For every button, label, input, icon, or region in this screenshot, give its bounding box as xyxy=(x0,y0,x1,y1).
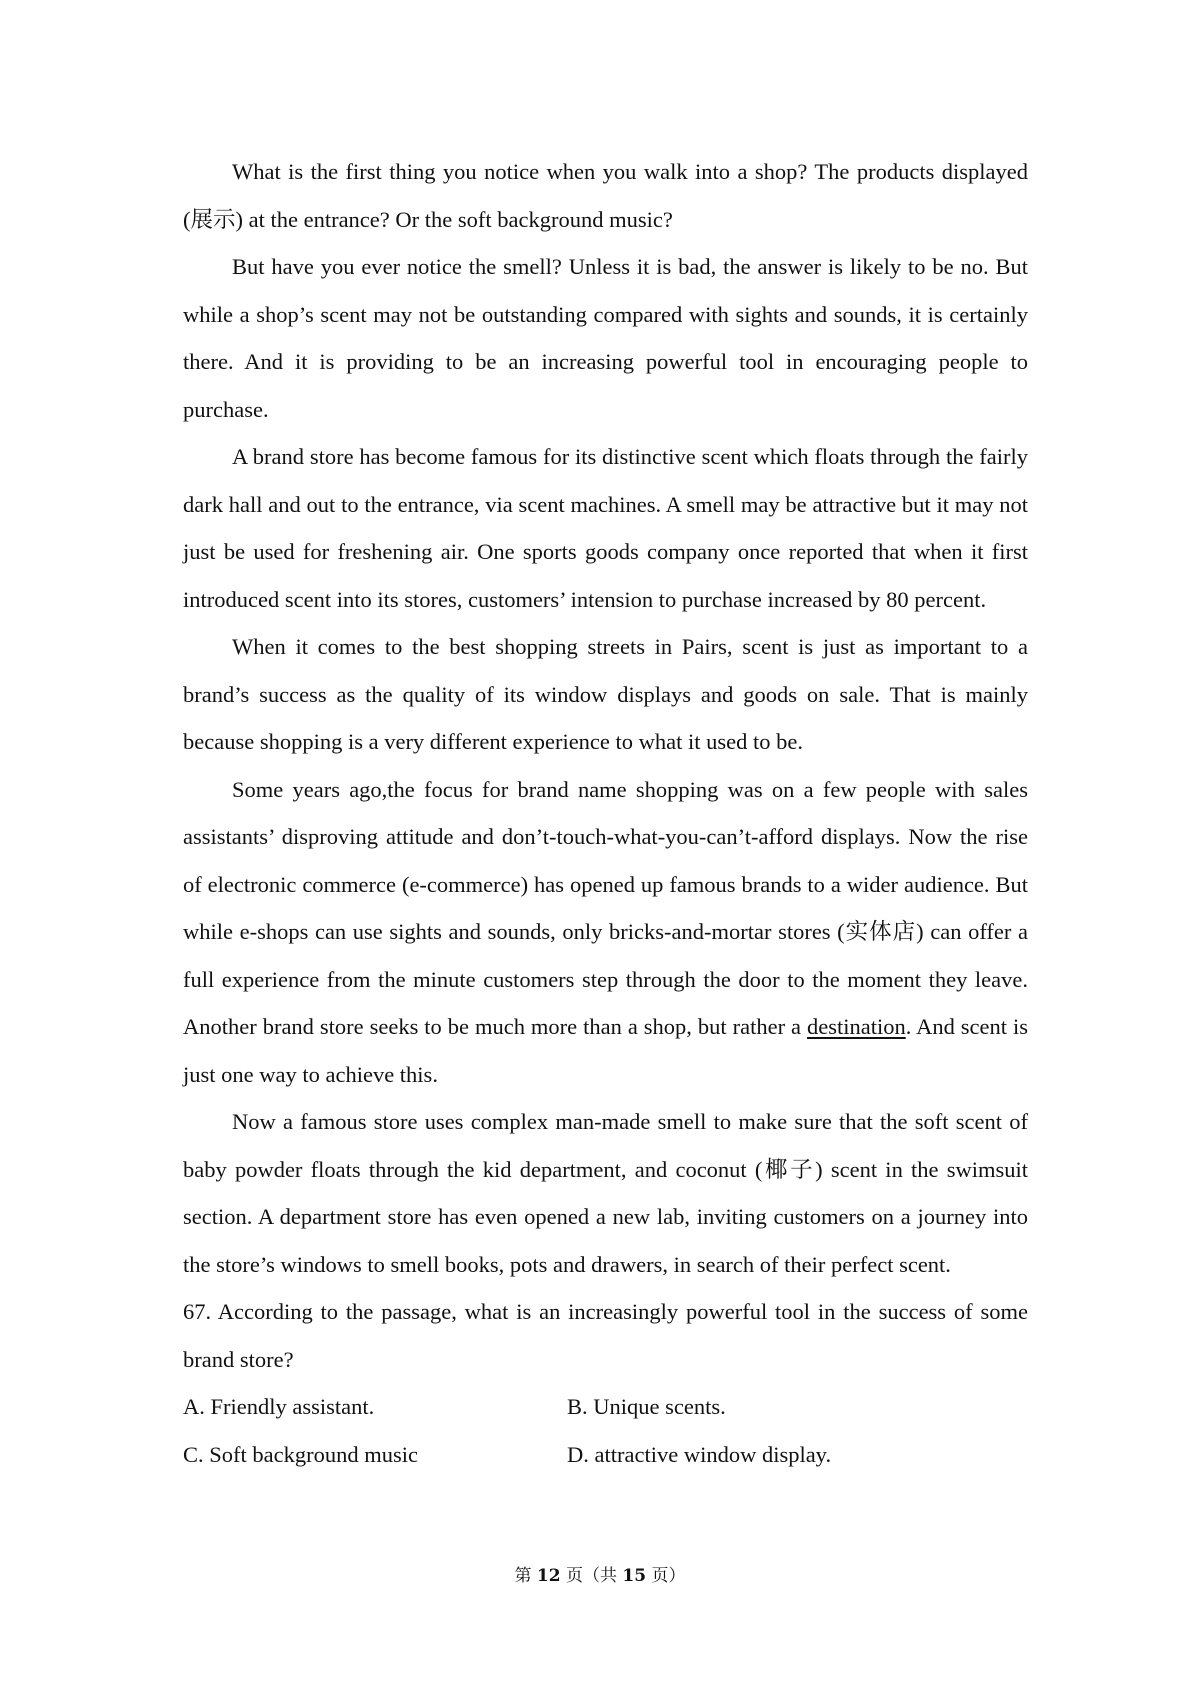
passage-paragraph-6: Now a famous store uses complex man-made smell to make sure that the soft scent of baby powder floats through the kid department, and coconut (椰子) scent in the swimsuit section. A department store has even opened a new lab, inviting customers on a journey into the store’s windows to smell books, pots and drawers, in search of their perfect scent. xyxy=(183,1109,1028,1277)
paragraph-5-text-after: . And scent is just one way to achieve this. xyxy=(183,1014,1028,1087)
question-67-stem: 67. According to the passage, what is an increasingly powerful tool in the success of some brand store? xyxy=(183,1299,1028,1372)
footer-suffix: 页） xyxy=(646,1566,686,1586)
total-page-count: 15 xyxy=(622,1566,647,1586)
option-b: B. Unique scents. xyxy=(567,1394,726,1419)
passage-paragraph-1: What is the first thing you notice when you walk into a shop? The products displayed (展示) at the entrance? Or the soft background music? xyxy=(183,159,1028,232)
option-c: C. Soft background music xyxy=(183,1441,418,1467)
option-a: A. Friendly assistant. xyxy=(183,1394,375,1419)
passage-paragraph-2: But have you ever notice the smell? Unless it is bad, the answer is likely to be no. But while a shop’s scent may not be outstanding compared with sights and sounds, it is certainly there. And it is providing to be an increasing powerful tool in encouraging people to purchase. xyxy=(183,254,1028,422)
options-row-2 xyxy=(183,1431,1028,1479)
current-page-number: 12 xyxy=(536,1566,561,1586)
footer-prefix: 第 xyxy=(514,1566,537,1586)
option-d: D. attractive window display. xyxy=(567,1441,832,1467)
passage-paragraph-3: A brand store has become famous for its distinctive scent which floats through the fairly dark hall and out to the entrance, via scent machines. A smell may be attractive but it may not just be used for freshening air. One sports goods company once reported that when it first introduced scent into its stores, customers’ intension to purchase increased by 80 percent. xyxy=(183,444,1028,612)
passage-paragraph-4: When it comes to the best shopping streets in Pairs, scent is just as important to a brand’s success as the quality of its window displays and goods on sale. That is mainly because shopping is a very different experience to what it used to be. xyxy=(183,634,1028,754)
underlined-word-destination: destination xyxy=(806,1014,906,1039)
options-row-1 xyxy=(183,1383,1028,1431)
page-footer xyxy=(0,1564,1200,1588)
footer-middle: 页（共 xyxy=(560,1566,623,1586)
passage-paragraph-5 xyxy=(183,766,1028,1099)
reading-passage xyxy=(183,148,1028,1478)
paragraph-5-text-before: Some years ago,the focus for brand name shopping was on a few people with sales assistants’ disproving attitude and don’t-touch-what-you-can’t-afford displays. Now the rise of electronic commerce (e-commerce) has opened up famous brands to a wider audience. But while e-shops can use sights and sounds, only bricks-and-mortar stores (实体店) can offer a full experience from the minute customers step through the door to the moment they leave. Another brand store seeks to be much more than a shop, but rather a xyxy=(183,776,1028,1039)
